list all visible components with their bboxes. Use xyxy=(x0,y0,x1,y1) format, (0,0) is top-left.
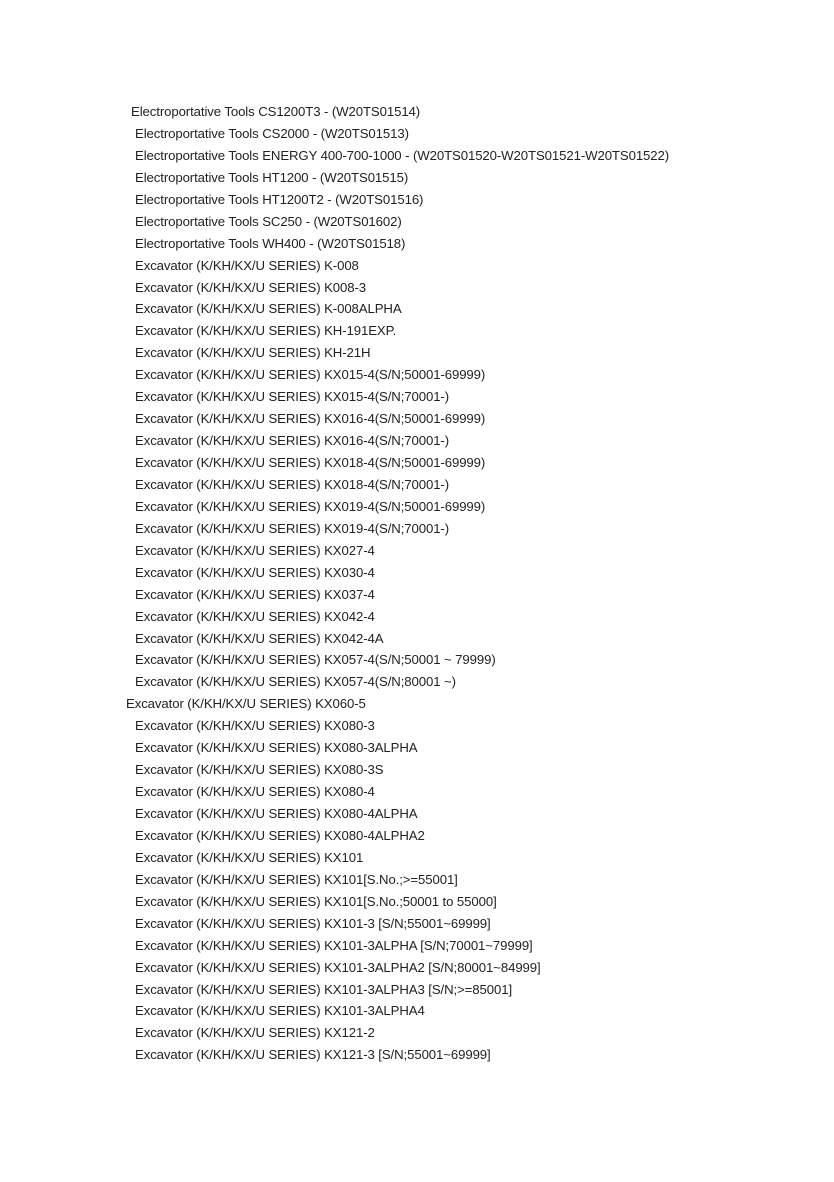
list-item: Excavator (K/KH/KX/U SERIES) KX080-3ALPHA xyxy=(135,740,418,756)
list-item: Excavator (K/KH/KX/U SERIES) KX030-4 xyxy=(135,564,375,580)
list-item: Excavator (K/KH/KX/U SERIES) KX101-3ALPHA4 xyxy=(135,1003,425,1019)
list-item: Excavator (K/KH/KX/U SERIES) KX101[S.No.;50001 to 55000] xyxy=(135,893,497,909)
list-item: Excavator (K/KH/KX/U SERIES) K008-3 xyxy=(135,279,367,295)
list-item: Excavator (K/KH/KX/U SERIES) K-008 xyxy=(135,257,359,273)
list-item: Excavator (K/KH/KX/U SERIES) KX101-3ALPHA3 [S/N;>=85001] xyxy=(135,981,513,997)
model-list xyxy=(0,101,834,1066)
list-item: Excavator (K/KH/KX/U SERIES) KX101[S.No.;>=55001] xyxy=(135,871,458,887)
list-item: Excavator (K/KH/KX/U SERIES) KX080-4ALPHA xyxy=(135,806,418,821)
list-item: Electroportative Tools CS1200T3 - (W20TS01514) xyxy=(131,104,421,119)
list-item: Excavator (K/KH/KX/U SERIES) KX037-4 xyxy=(135,586,375,602)
list-item: Excavator (K/KH/KX/U SERIES) KX027-4 xyxy=(135,542,375,558)
list-item: Excavator (K/KH/KX/U SERIES) KX018-4(S/N;50001-69999) xyxy=(135,455,486,470)
list-item: Excavator (K/KH/KX/U SERIES) KX060-5 xyxy=(126,696,366,712)
list-item: Excavator (K/KH/KX/U SERIES) KX101-3ALPHA [S/N;70001~79999] xyxy=(135,937,533,953)
list-item: Excavator (K/KH/KX/U SERIES) KX015-4(S/N;70001-) xyxy=(135,389,450,405)
list-item: Electroportative Tools HT1200 - (W20TS01515) xyxy=(135,169,409,185)
list-item: Excavator (K/KH/KX/U SERIES) KX042-4 xyxy=(135,608,375,624)
list-item: Electroportative Tools SC250 - (W20TS01602) xyxy=(135,213,402,229)
list-item: Excavator (K/KH/KX/U SERIES) KX080-3 xyxy=(135,718,375,734)
list-item: Excavator (K/KH/KX/U SERIES) KX080-3S xyxy=(135,762,384,778)
list-item: Excavator (K/KH/KX/U SERIES) KX101-3 [S/N;55001~69999] xyxy=(135,915,491,931)
list-item: Excavator (K/KH/KX/U SERIES) KX015-4(S/N;50001-69999) xyxy=(135,367,486,383)
list-item: Excavator (K/KH/KX/U SERIES) KX016-4(S/N;50001-69999) xyxy=(135,411,486,427)
list-item: Excavator (K/KH/KX/U SERIES) KX080-4 xyxy=(135,784,375,800)
list-item: Excavator (K/KH/KX/U SERIES) KX057-4(S/N;80001 ~) xyxy=(135,674,456,690)
list-item: Excavator (K/KH/KX/U SERIES) KX121-2 xyxy=(135,1025,375,1041)
list-item: Excavator (K/KH/KX/U SERIES) KX121-3 [S/N;55001~69999] xyxy=(135,1047,491,1063)
list-item: Excavator (K/KH/KX/U SERIES) KH-191EXP. xyxy=(135,323,397,339)
list-item: Excavator (K/KH/KX/U SERIES) KX018-4(S/N;70001-) xyxy=(135,476,450,492)
list-item: Excavator (K/KH/KX/U SERIES) KX042-4A xyxy=(135,630,384,646)
list-item: Excavator (K/KH/KX/U SERIES) KX019-4(S/N;70001-) xyxy=(135,520,450,536)
list-item: Electroportative Tools CS2000 - (W20TS01513) xyxy=(135,125,409,141)
list-item: Excavator (K/KH/KX/U SERIES) K-008ALPHA xyxy=(135,301,402,317)
list-item: Excavator (K/KH/KX/U SERIES) KX101 xyxy=(135,849,364,865)
list-item: Excavator (K/KH/KX/U SERIES) KX016-4(S/N;70001-) xyxy=(135,433,450,449)
list-item: Excavator (K/KH/KX/U SERIES) KX057-4(S/N;50001 ~ 79999) xyxy=(135,652,496,668)
list-item: Excavator (K/KH/KX/U SERIES) KX019-4(S/N;50001-69999) xyxy=(135,498,486,514)
list-item: Electroportative Tools ENERGY 400-700-1000 - (W20TS01520-W20TS01521-W20TS01522) xyxy=(135,147,670,163)
list-item: Electroportative Tools HT1200T2 - (W20TS01516) xyxy=(135,191,424,207)
list-item: Electroportative Tools WH400 - (W20TS01518) xyxy=(135,235,406,251)
list-item: Excavator (K/KH/KX/U SERIES) KX101-3ALPHA2 [S/N;80001~84999] xyxy=(135,959,541,975)
list-item: Excavator (K/KH/KX/U SERIES) KX080-4ALPHA2 xyxy=(135,827,425,843)
list-item: Excavator (K/KH/KX/U SERIES) KH-21H xyxy=(135,345,371,361)
